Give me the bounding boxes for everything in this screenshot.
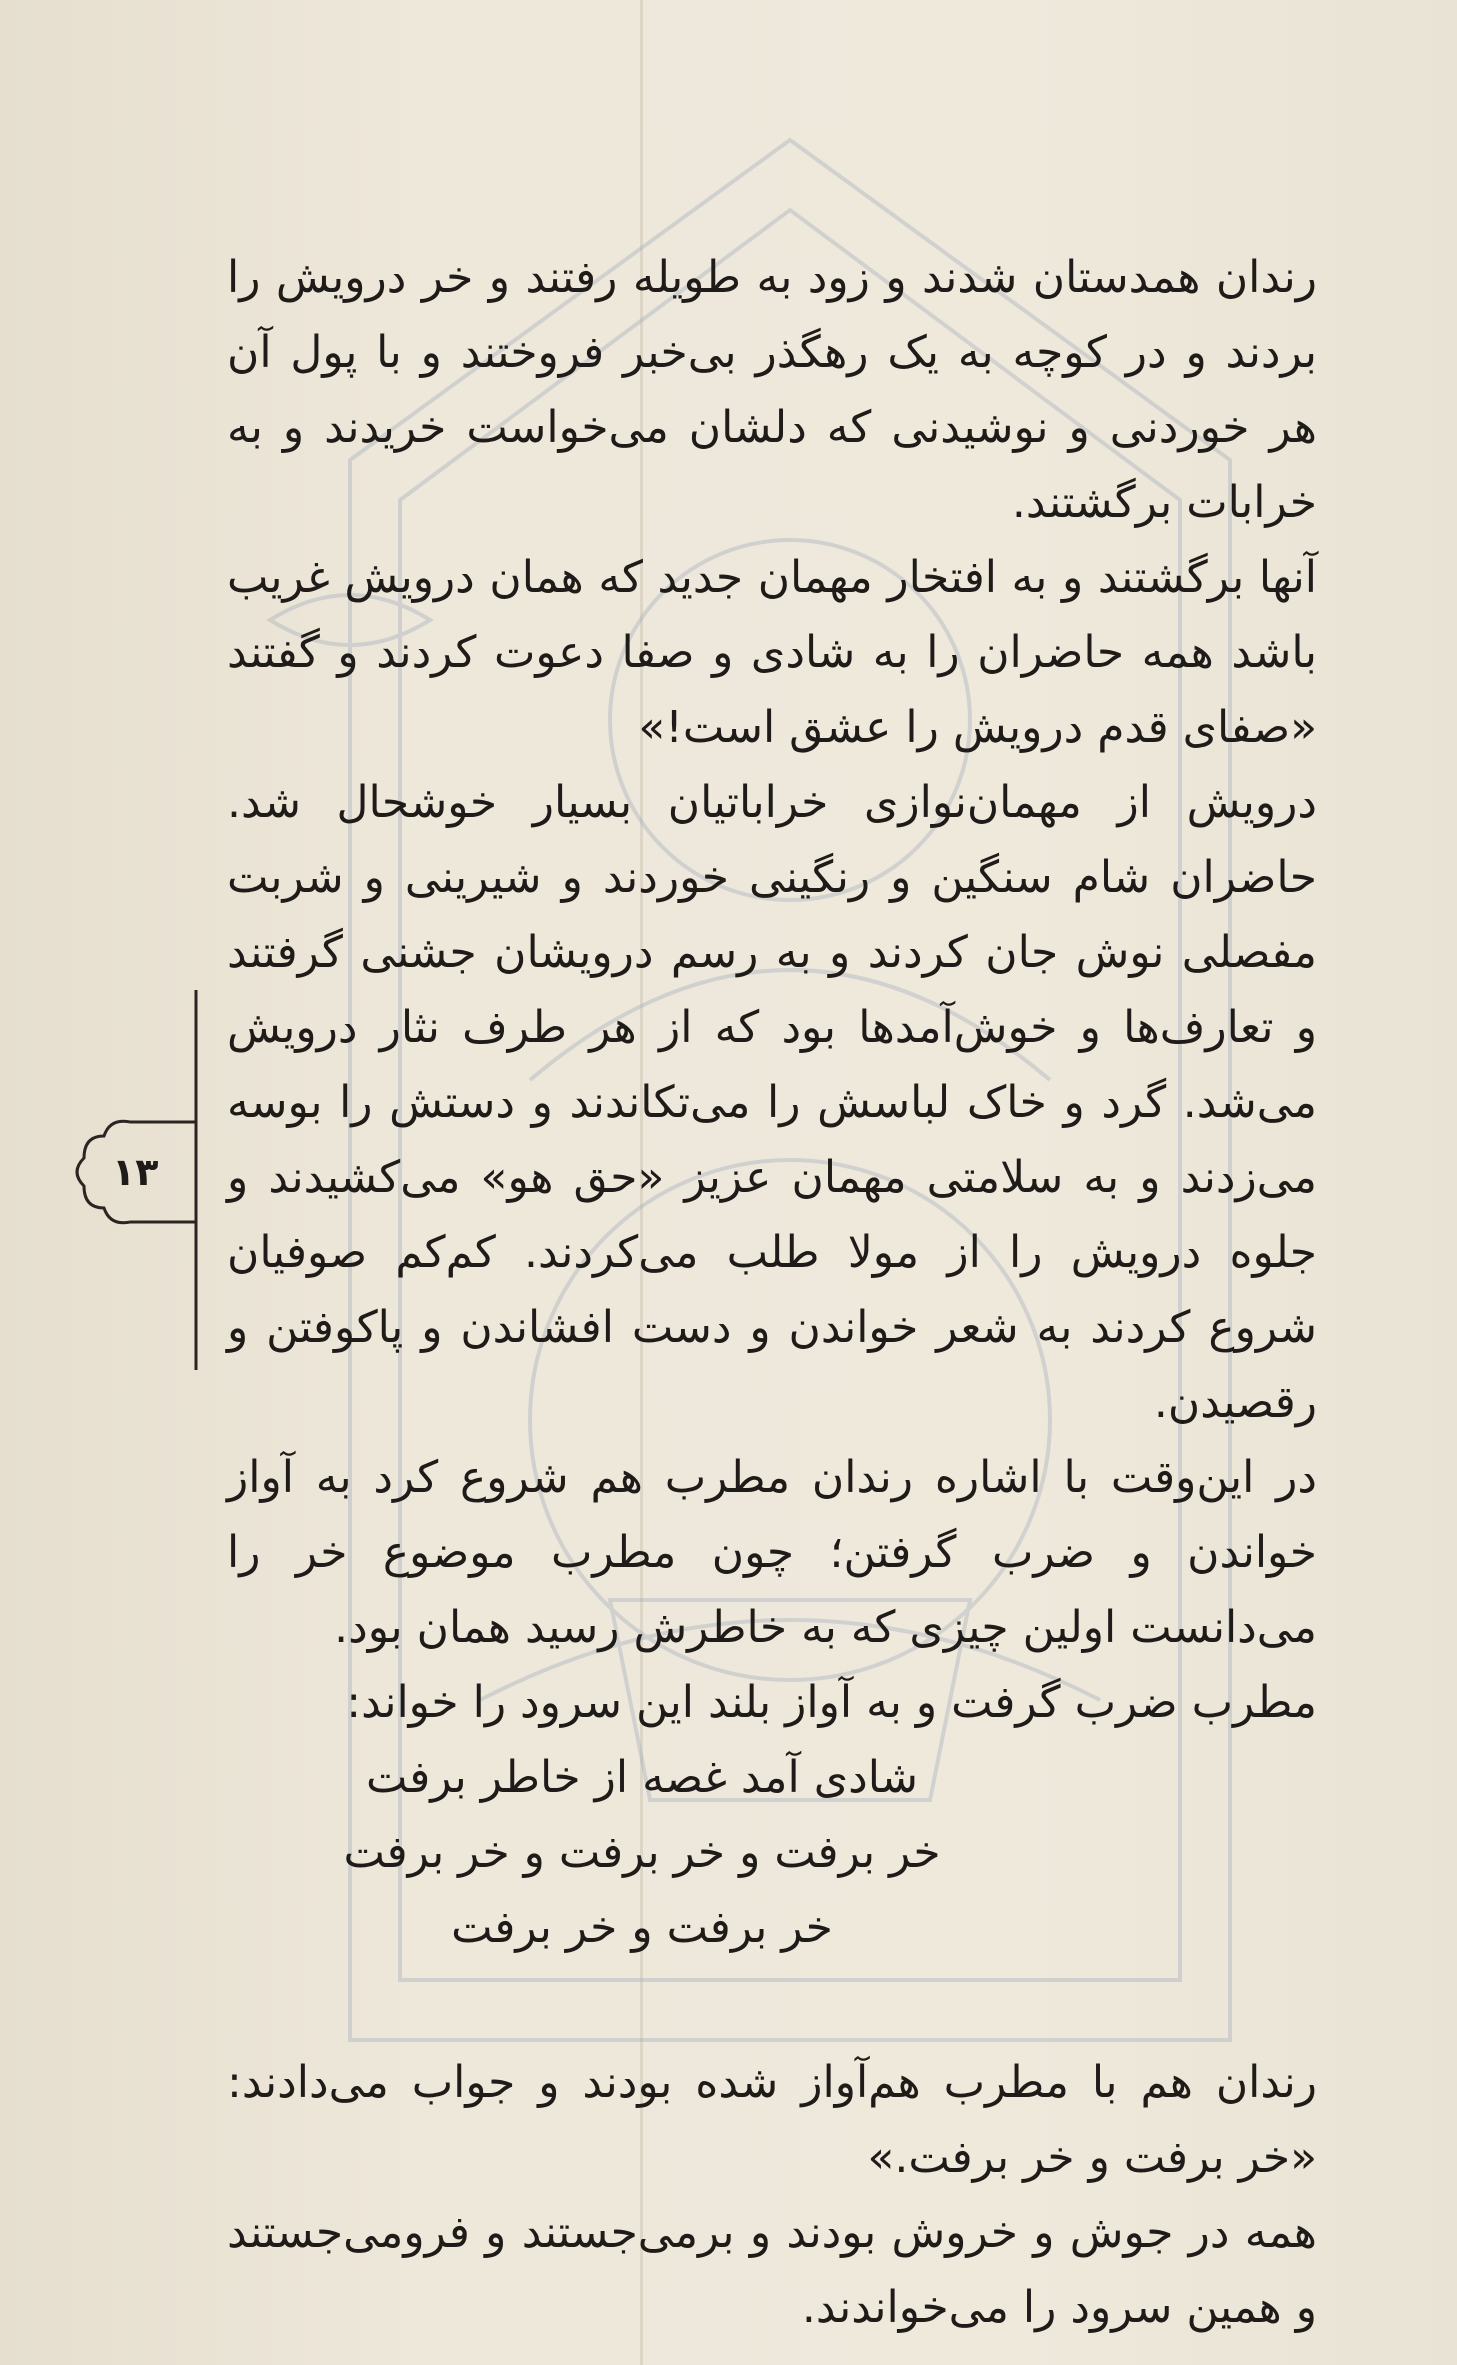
main-text <box>227 240 1317 2345</box>
verse-line-2: خر برفت و خر برفت و خر برفت <box>343 1827 941 1878</box>
paragraph-6: رندان هم با مطرب هم‌آواز شده بودند و جواب می‌دادند: «خر برفت و خر برفت.» <box>227 2057 1317 2183</box>
paragraph-1: رندان همدستان شدند و زود به طویله رفتند و خر درویش را بردند و در کوچه به یک رهگذر بی‌خبر فروختند و با پول آن هر خوردنی و نوشیدنی که دلشان می‌خواست خریدند و به خرابات برگشتند. <box>227 252 1317 528</box>
page-number: ۱۳ <box>112 1150 159 1194</box>
paragraph-7: همه در جوش و خروش بودند و برمی‌جستند و فرومی‌جستند و همین سرود را می‌خواندند. <box>227 2207 1317 2333</box>
paragraph-4: در این‌وقت با اشاره رندان مطرب هم شروع کرد به آواز خواندن و ضرب گرفتن؛ چون مطرب موضوع خر را می‌دانست اولین چیزی که به خاطرش رسید همان بود. <box>227 1452 1317 1653</box>
paragraph-5: مطرب ضرب گرفت و به آواز بلند این سرود را خواند: <box>346 1677 1317 1728</box>
paragraph-3: درویش از مهمان‌نوازی خراباتیان بسیار خوشحال شد. حاضران شام سنگین و رنگینی خوردند و شیرینی و شربت مفصلی نوش جان کردند و به رسم درویشان جشنی گرفتند و تعارف‌ها و خوش‌آمدها بود که از هر طرف نثار درویش می‌شد. گرد و خاک لباسش را می‌تکاندند و دستش را بوسه می‌زدند و به سلامتی مهمان عزیز «حق هو» می‌کشیدند و جلوه درویش را از مولا طلب می‌کردند. کم‌کم صوفیان شروع کردند به شعر خواندن و دست افشاندن و پاکوفتن و رقصیدن. <box>227 777 1317 1428</box>
paragraph-2: آنها برگشتند و به افتخار مهمان جدید که همان درویش غریب باشد همه حاضران را به شادی و صفا دعوت کردند و گفتند «صفای قدم درویش را عشق است!» <box>227 552 1317 753</box>
verse-line-3: خر برفت و خر برفت <box>451 1902 833 1953</box>
verse-line-1: شادی آمد غصه از خاطر برفت <box>365 1752 919 1803</box>
verse-spacer <box>227 1965 1317 2045</box>
